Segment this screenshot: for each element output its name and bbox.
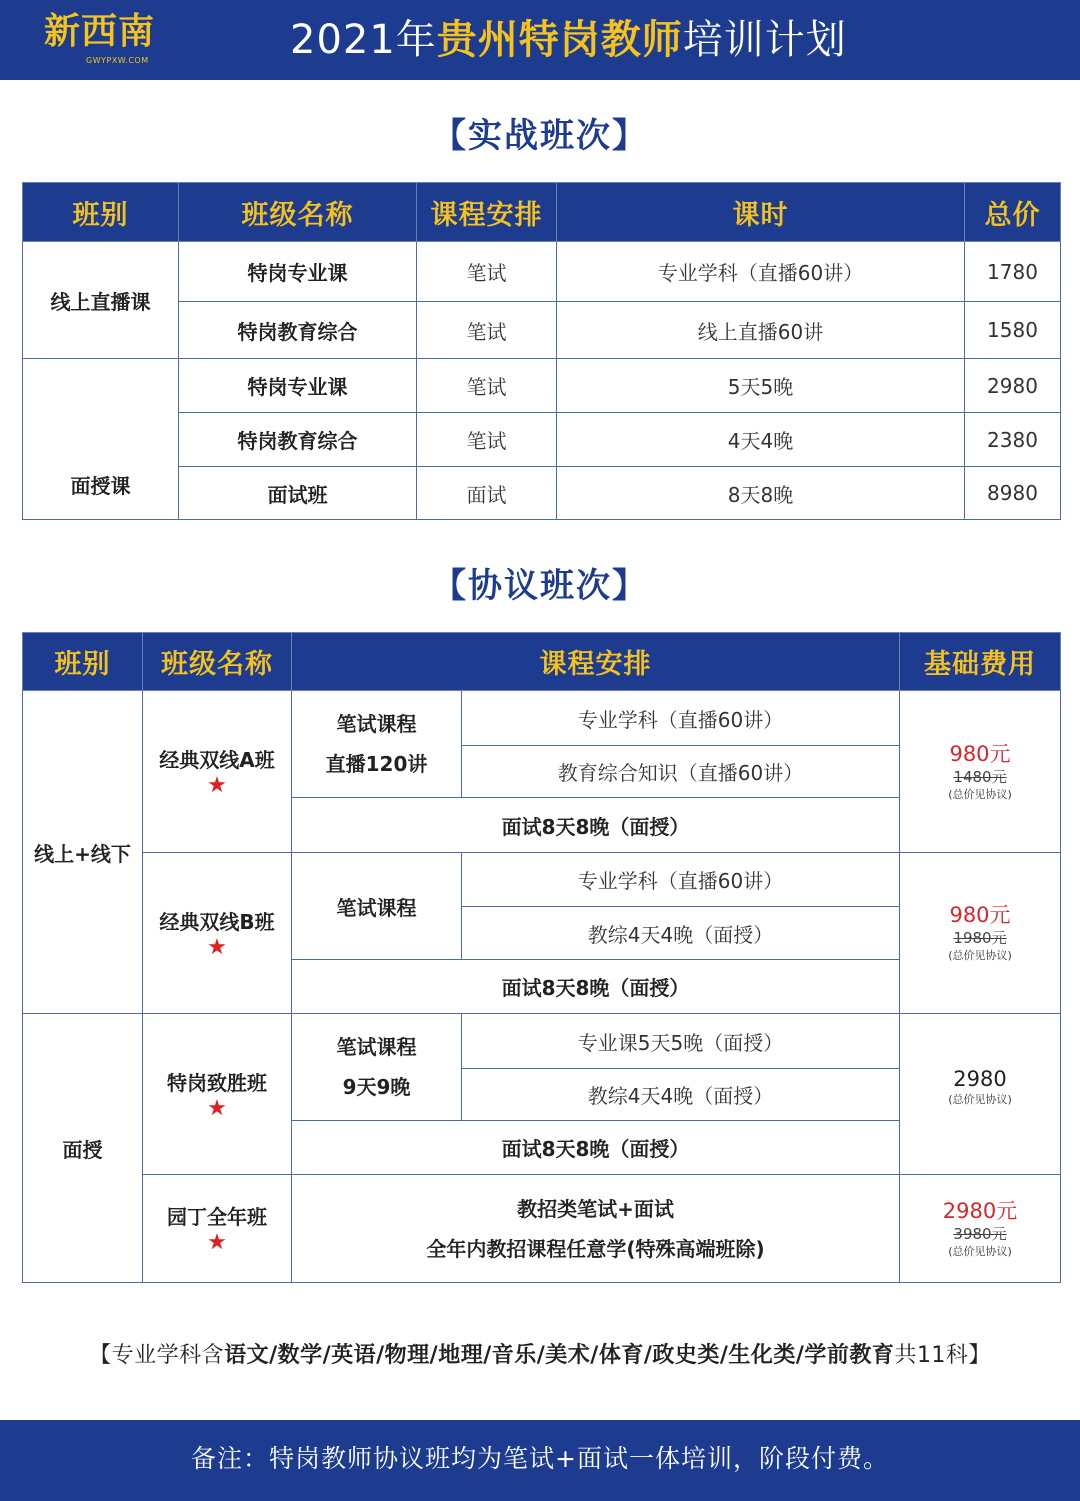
hours: 5天5晚 xyxy=(557,359,965,413)
arrangement: 面试 xyxy=(417,467,557,520)
title-prefix: 2021年 xyxy=(290,17,437,63)
title-highlight: 贵州特岗教师 xyxy=(436,17,683,63)
price-cell xyxy=(900,1175,1061,1283)
header-cell: 课时 xyxy=(557,183,965,242)
price: 1780 xyxy=(965,242,1061,302)
group-label-offline: 面授课 xyxy=(23,359,179,520)
price-old: 1980元 xyxy=(953,929,1007,947)
course-item: 教综4天4晚（面授） xyxy=(462,1069,900,1121)
page-title xyxy=(290,12,847,68)
written-label-line: 笔试课程 xyxy=(336,1035,417,1059)
class-name: 特岗教育综合 xyxy=(179,302,417,359)
course-item: 教综4天4晚（面授） xyxy=(462,907,900,960)
interview-item: 面试8天8晚（面授） xyxy=(292,1121,900,1175)
header-cell: 班级名称 xyxy=(179,183,417,242)
price-note: (总价见协议) xyxy=(948,787,1012,801)
arrangement: 笔试 xyxy=(417,359,557,413)
table-row xyxy=(23,359,1061,413)
class-cell-a xyxy=(143,691,292,853)
class-name: 经典双线A班 xyxy=(159,748,275,772)
header-cell: 基础费用 xyxy=(900,633,1061,691)
class-name: 特岗教育综合 xyxy=(179,413,417,467)
price-new: 2980元 xyxy=(942,1198,1018,1223)
section-title-agreement: 【协议班次】 xyxy=(432,566,648,606)
header-cell: 班级名称 xyxy=(143,633,292,691)
course-description xyxy=(292,1175,900,1283)
course-item: 专业课5天5晚（面授） xyxy=(462,1014,900,1069)
header-cell: 班别 xyxy=(23,633,143,691)
table-row xyxy=(23,853,1061,907)
header-bar xyxy=(0,0,1080,80)
class-name: 特岗专业课 xyxy=(179,359,417,413)
written-label-line: 9天9晚 xyxy=(342,1075,411,1099)
interview-item: 面试8天8晚（面授） xyxy=(292,960,900,1014)
table-row xyxy=(23,691,1061,746)
price: 8980 xyxy=(965,467,1061,520)
course-item: 专业学科（直播60讲） xyxy=(462,853,900,907)
price-cell xyxy=(900,853,1061,1014)
table-row xyxy=(23,302,1061,359)
class-name: 特岗致胜班 xyxy=(167,1070,267,1095)
price-new: 980元 xyxy=(949,741,1011,766)
subjects-suffix: 共11科】 xyxy=(894,1343,991,1368)
subjects-list: 语文/数学/英语/物理/地理/音乐/美术/体育/政史类/生化类/学前教育 xyxy=(224,1343,895,1368)
agreement-class-table xyxy=(22,632,1061,1283)
logo-text: 新西南 xyxy=(44,11,156,52)
group-label-offline: 面授 xyxy=(23,1014,143,1283)
hours: 8天8晚 xyxy=(557,467,965,520)
table-row xyxy=(23,1175,1061,1283)
price-note: (总价见协议) xyxy=(948,949,1012,962)
class-cell-b xyxy=(143,853,292,1014)
table-header-row xyxy=(23,633,1061,691)
arrangement: 笔试 xyxy=(417,242,557,302)
arrangement: 笔试 xyxy=(417,413,557,467)
section-title-practical: 【实战班次】 xyxy=(432,116,648,156)
price-cell xyxy=(900,691,1061,853)
table-row xyxy=(23,1014,1061,1069)
class-name: 园丁全年班 xyxy=(167,1205,267,1229)
price-old: 1480元 xyxy=(953,767,1007,786)
group-label-hybrid: 线上+线下 xyxy=(23,691,143,1014)
hours: 专业学科（直播60讲） xyxy=(557,242,965,302)
written-course-label: 笔试课程 xyxy=(292,853,462,960)
footer-bar xyxy=(0,1420,1080,1501)
table-row xyxy=(23,242,1061,302)
table-row xyxy=(23,413,1061,467)
price-note: (总价见协议) xyxy=(948,1093,1012,1106)
subjects-note xyxy=(0,1338,1080,1369)
written-course-label xyxy=(292,691,462,798)
table-header-row xyxy=(23,183,1061,242)
interview-item: 面试8天8晚（面授） xyxy=(292,798,900,853)
price: 2980 xyxy=(953,1067,1007,1091)
class-name: 经典双线B班 xyxy=(159,909,275,934)
hours: 线上直播60讲 xyxy=(557,302,965,359)
price-old: 3980元 xyxy=(953,1224,1007,1243)
course-description-line: 全年内教招课程任意学(特殊高端班除) xyxy=(426,1236,765,1261)
class-cell-c xyxy=(143,1014,292,1175)
class-cell-d xyxy=(143,1175,292,1283)
star-icon: ★ xyxy=(207,934,227,960)
class-name: 特岗专业课 xyxy=(179,242,417,302)
subjects-prefix: 【专业学科含 xyxy=(89,1343,225,1368)
footer-note: 备注：特岗教师协议班均为笔试+面试一体培训，阶段付费。 xyxy=(191,1444,889,1473)
hours: 4天4晚 xyxy=(557,413,965,467)
written-course-label xyxy=(292,1014,462,1121)
title-suffix: 培训计划 xyxy=(682,17,847,63)
price-new: 980元 xyxy=(949,903,1011,927)
header-cell: 总价 xyxy=(965,183,1061,242)
star-icon: ★ xyxy=(207,773,227,798)
brand-logo[interactable] xyxy=(44,10,174,66)
price: 2380 xyxy=(965,413,1061,467)
star-icon: ★ xyxy=(207,1095,227,1121)
header-cell: 课程安排 xyxy=(292,633,900,691)
price: 2980 xyxy=(965,359,1061,413)
course-description-line: 教招类笔试+面试 xyxy=(517,1196,674,1221)
arrangement: 笔试 xyxy=(417,302,557,359)
written-label-line: 笔试课程 xyxy=(336,712,417,736)
course-item: 专业学科（直播60讲） xyxy=(462,691,900,746)
table-row xyxy=(23,467,1061,520)
price: 1580 xyxy=(965,302,1061,359)
class-name: 面试班 xyxy=(179,467,417,520)
logo-subtext: GWYPXW.COM xyxy=(86,56,149,65)
group-label-online: 线上直播课 xyxy=(23,242,179,359)
price-note: (总价见协议) xyxy=(948,1244,1012,1258)
header-cell: 班别 xyxy=(23,183,179,242)
written-label-line: 直播120讲 xyxy=(325,752,428,776)
header-cell: 课程安排 xyxy=(417,183,557,242)
price-cell xyxy=(900,1014,1061,1175)
course-item: 教育综合知识（直播60讲） xyxy=(462,746,900,798)
practical-class-table xyxy=(22,182,1061,520)
star-icon: ★ xyxy=(207,1230,227,1255)
